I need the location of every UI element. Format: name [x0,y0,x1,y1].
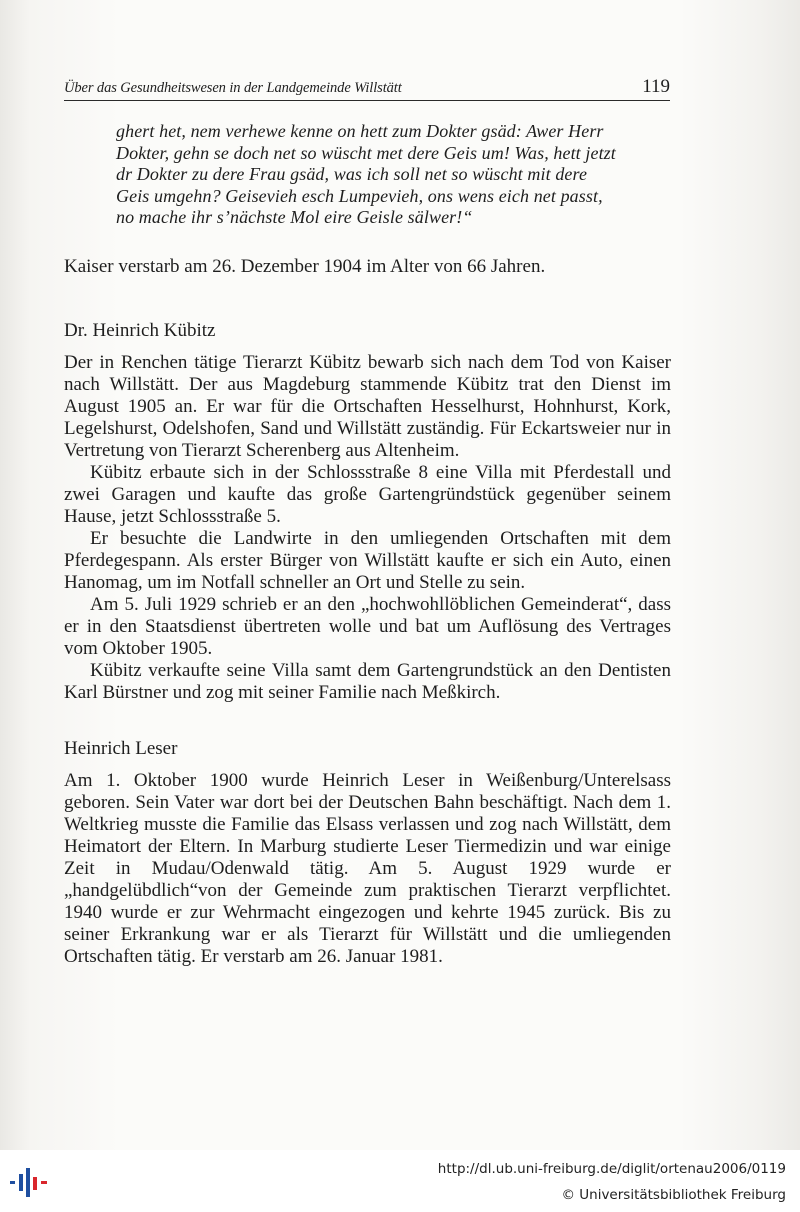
page-header [64,76,670,101]
paragraph: Am 1. Oktober 1900 wurde Heinrich Leser in Weißenburg/Unterelsass geboren. Sein Vater war dort bei der Deutschen Bahn beschäftigt. Nach dem 1. Weltkrieg musste die Familie das Elsass verlassen und zog nach Willstätt, dem Heimatort der Eltern. In Marburg studierte Leser Tiermedizin und war einige Zeit in Mudau/Odenwald tätig. Am 5. August 1929 wurde er „handgelübdlich“von der Gemeinde zum praktischen Tierarzt verpflichtet. 1940 wurde er zur Wehrmacht eingezogen und kehrte 1945 zurück. Bis zu seiner Erkrankung war er als Tierarzt für Willstätt und die umliegenden Ortschaften tätig. Er verstarb am 26. Januar 1981. [64,770,671,967]
paragraph: Er besuchte die Landwirte in den umliegenden Ortschaften mit dem Pferdegespann. Als erster Bürger von Willstätt kaufte er sich ein Auto, einen Hanomag, um im Notfall schneller an Ort und Stelle zu sein. [64,528,671,593]
section-heading-kuebitz: Dr. Heinrich Kübitz [64,320,216,341]
quote-line: dr Dokter zu dere Frau gsäd, was ich soll net so wüscht mit dere [116,164,588,184]
paragraph: Kübitz erbaute sich in der Schlossstraße 8 eine Villa mit Pferdestall und zwei Garagen und kaufte das große Gartengründstück gegenüber seinem Hause, jetzt Schlossstraße 5. [64,462,671,527]
quote-line: Geis umgehn? Geisevieh esch Lumpevieh, ons wens eich net passt, [116,185,603,206]
kaiser-death-paragraph: Kaiser verstarb am 26. Dezember 1904 im Alter von 66 Jahren. [64,256,546,277]
footer-bar [0,1150,800,1212]
paragraph: Kübitz verkaufte seine Villa samt dem Gartengrundstück an den Dentisten Karl Bürstner und zog mit seiner Familie nach Meßkirch. [64,660,671,703]
paragraph: Der in Renchen tätige Tierarzt Kübitz bewarb sich nach dem Tod von Kaiser nach Willstätt. Der aus Magdeburg stammende Kübitz trat den Dienst im August 1905 an. Er war für die Ortschaften Hesselhurst, Hohnhurst, Kork, Legelshurst, Odelshofen, Sand und Willstätt zuständig. Für Eckartsweier nur in Vertretung von Tierarzt Scherenberg aus Altenheim. [64,352,671,461]
quote-line: Dokter, gehn se doch net so wüscht met dere Geis um! Was, hett jetzt [116,142,616,163]
quote-line: no mache ihr s’nächste Mol eire Geisle sälwer!“ [116,207,473,227]
running-head: Über das Gesundheitswesen in der Landgemeinde Willstätt [64,80,402,96]
ub-freiburg-logo-icon [8,1164,52,1200]
quote-line: ghert het, nem verhewe kenne on hett zum Dokter gsäd: Awer Herr [116,121,604,141]
copyright-notice: © Universitätsbibliothek Freiburg [561,1187,786,1203]
section-kuebitz-text [64,352,671,704]
paragraph: Am 5. Juli 1929 schrieb er an den „hochwohllöblichen Gemeinderat“, dass er in den Staatsdienst übertreten wolle und bat um Auflösung des Vertrages vom Oktober 1905. [64,594,671,659]
dialect-quote [116,121,670,229]
section-heading-leser: Heinrich Leser [64,738,178,759]
digital-library-link[interactable]: http://dl.ub.uni-freiburg.de/diglit/ortenau2006/0119 [437,1161,786,1177]
page-number: 119 [642,76,670,97]
